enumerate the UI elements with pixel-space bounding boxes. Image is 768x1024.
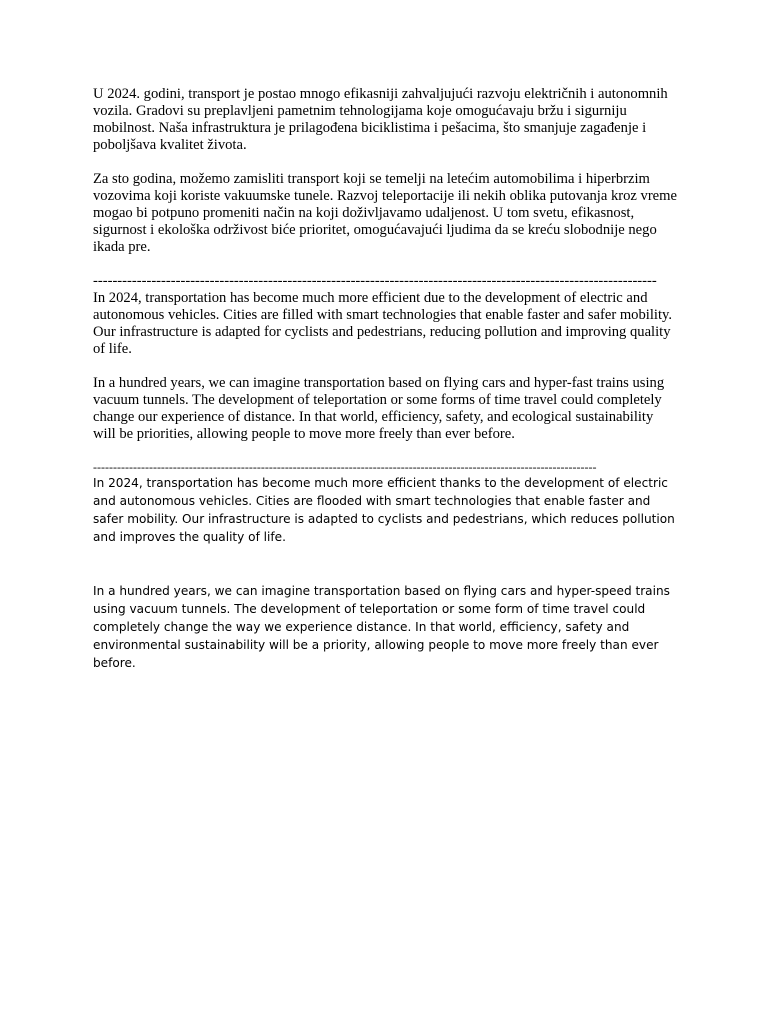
english-translation-section-1 (93, 290, 678, 443)
section-divider: -------------------------------------------------------------------------------------------------------------------- (93, 273, 657, 289)
serbian-section (93, 86, 678, 256)
paragraph-serbian-1: U 2024. godini, transport je postao mnogo efikasniji zahvaljujući razvoju električnih i autonomnih vozila. Gradovi su preplavljeni pametnim tehnologijama koje omogućavaju bržu i sigurniju mobilnost. Naša infrastruktura je prilagođena biciklistima i pešacima, što smanjuje zagađenje i poboljšava kvalitet života. (93, 86, 668, 153)
paragraph-english-2: In a hundred years, we can imagine transportation based on flying cars and hyper-fast trains using vacuum tunnels. The development of teleportation or some forms of time travel could completely change our experience of distance. In that world, efficiency, safety, and ecological sustainability will be priorities, allowing people to move more freely than ever before. (93, 375, 665, 442)
paragraph-serbian-2: Za sto godina, možemo zamisliti transport koji se temelji na letećim automobilima i hiperbrzim vozovima koji koriste vakuumske tunele. Razvoj teleportacije ili nekih oblika putovanja kroz vreme mogao bi potpuno promeniti način na koji doživljavamo udaljenost. U tom svetu, efikasnost, sigurnost i ekološka održivost biće prioritet, omogućavajući ljudima da se kreću slobodnije nego ikada pre. (93, 171, 677, 255)
section-divider-2: ------------------------------------------------------------------------------------------------------------------------------ (93, 460, 597, 474)
paragraph-english-alt-2: In a hundred years, we can imagine transportation based on flying cars and hyper-speed trains using vacuum tunnels. The development of teleportation or some form of time travel could completely change the way we experience distance. In that world, efficiency, safety and environmental sustainability will be a priority, allowing people to move more freely than ever before. (93, 584, 670, 670)
paragraph-english-alt-1: In 2024, transportation has become much more efficient thanks to the development of electric and autonomous vehicles. Cities are flooded with smart technologies that enable faster and safer mobility. Our infrastructure is adapted to cyclists and pedestrians, which reduces pollution and improves the quality of life. (93, 476, 675, 544)
paragraph-english-1: In 2024, transportation has become much more efficient due to the development of electric and autonomous vehicles. Cities are filled with smart technologies that enable faster and safer mobility. Our infrastructure is adapted for cyclists and pedestrians, reducing pollution and improving quality of life. (93, 290, 672, 357)
document-body (93, 86, 678, 672)
english-translation-section-2 (93, 474, 678, 672)
